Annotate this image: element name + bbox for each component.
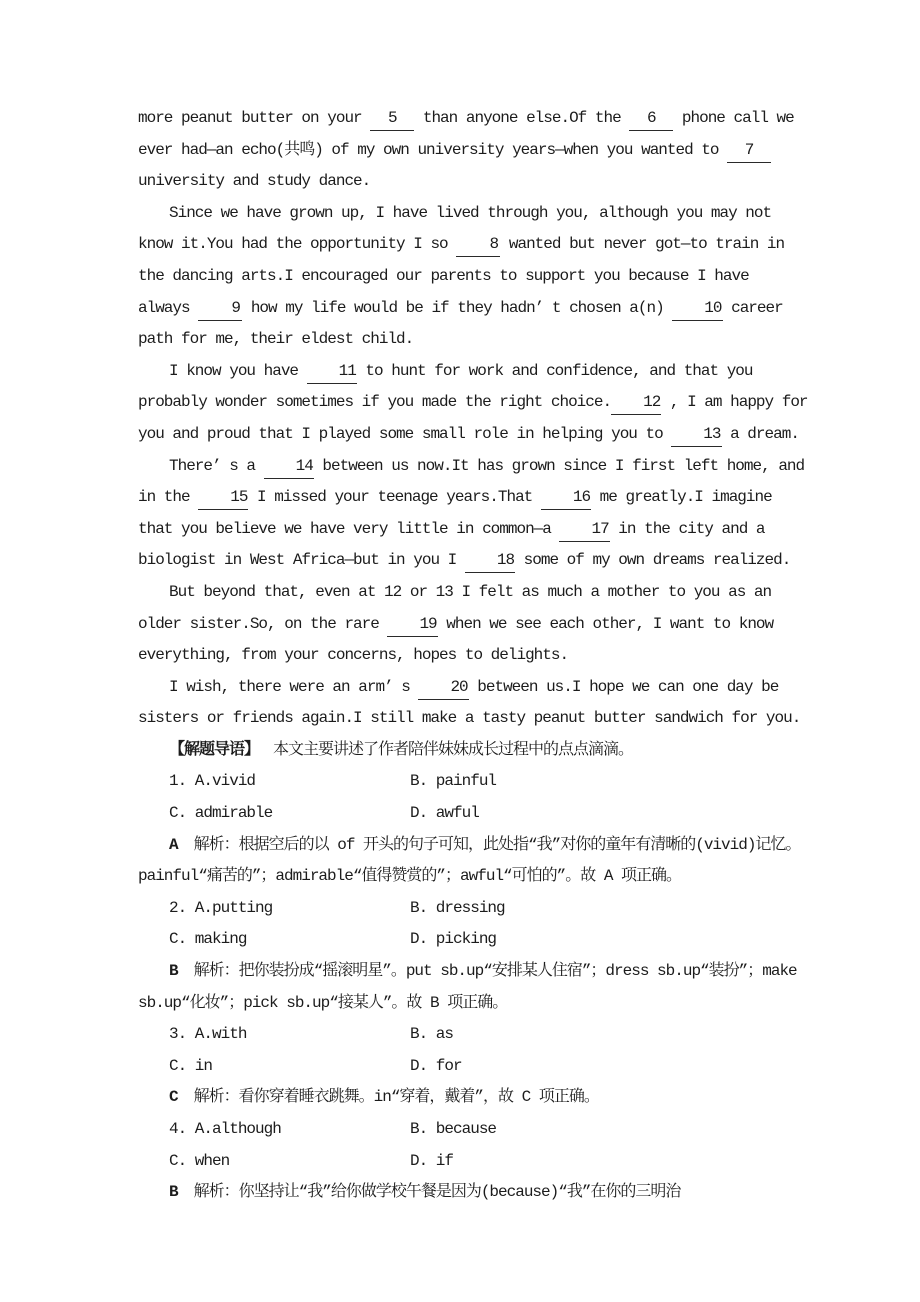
cloze-blank-16: 16 [541, 485, 591, 510]
question-3-answer [138, 1082, 808, 1114]
question-4-option-cell: C. when [169, 1151, 230, 1170]
answer-letter: B [169, 1183, 178, 1202]
cloze-blank-9: 9 [198, 296, 242, 321]
guide-paragraph [138, 735, 808, 767]
cloze-blank-6: 6 [629, 106, 673, 131]
passage-text: Since we have grown up, I have lived through you, although you may not know it.You had the opportunity I so [138, 203, 772, 254]
question-2-option-row [138, 924, 808, 956]
cloze-blank-20: 20 [418, 675, 468, 700]
passage-paragraph [138, 672, 808, 735]
cloze-blank-18: 18 [465, 548, 515, 573]
cloze-blank-14: 14 [264, 454, 314, 479]
guide-text: 本文主要讲述了作者陪伴妹妹成长过程中的点点滴滴。 [273, 740, 634, 759]
question-3-option-cell: C. in [169, 1056, 213, 1075]
answer-letter: B [169, 962, 178, 981]
cloze-blank-5: 5 [370, 106, 414, 131]
question-4-option-row [138, 1114, 808, 1146]
cloze-blank-7: 7 [727, 138, 771, 163]
question-4-option-cell: D. if [410, 1151, 454, 1170]
passage-text: , I am happy for you and proud that I played some small role in helping you to [138, 393, 808, 443]
cloze-blank-13: 13 [671, 422, 721, 447]
question-3-option-cell: D. for [410, 1056, 462, 1075]
question-4-answer [138, 1177, 808, 1209]
answer-text: 解析：把你装扮成“摇滚明星”。put sb.up“安排某人住宿”；dress sb.up“装扮”；make sb.up“化妆”；pick sb.up“接某人”。故 B 项正确。 [138, 962, 797, 1012]
question-3-option-row [138, 1051, 808, 1083]
question-2-option-row [138, 893, 808, 925]
question-1-option-cell: B. painful [410, 772, 497, 791]
question-1-option-cell: D. awful [410, 804, 479, 823]
passage-text: I wish, there were an arm’ s [169, 677, 419, 696]
cloze-blank-10: 10 [672, 296, 722, 321]
question-3-option-cell: B. as [410, 1025, 454, 1044]
cloze-blank-15: 15 [198, 485, 248, 510]
passage-text: wanted but never got—to train in the dancing arts.I encouraged our parents to support you because I have always [138, 235, 785, 317]
passage-text: than anyone else.Of the [414, 109, 630, 127]
question-4-option-cell: B. because [410, 1120, 497, 1138]
answer-text: 解析：根据空后的以 of 开头的句子可知，此处指“我”对你的童年有清晰的(vivid)记忆。painful“痛苦的”；admirable“值得赞赏的”；awful“可怕的”。故 A 项正确。 [138, 835, 801, 886]
passage-text: university and study dance. [138, 172, 371, 191]
passage-text: I missed your teenage years.That [248, 488, 541, 507]
passage-text: more peanut butter on your [138, 109, 371, 127]
passage-text: I know you have [169, 361, 307, 380]
answer-text: 解析：看你穿着睡衣跳舞。in“穿着，戴着”，故 C 项正确。 [193, 1088, 599, 1107]
passage-text: phone call we ever had—an echo(共鸣) of my own university years—when you wanted to [138, 109, 794, 159]
question-1-answer [138, 830, 808, 893]
cloze-passage [138, 103, 808, 735]
passage-text: between us now.It has grown since I first left home, and in the [138, 456, 805, 507]
question-1-option-row [138, 766, 808, 798]
question-4-option-row [138, 1146, 808, 1178]
question-1-option-row [138, 798, 808, 830]
answer-text: 解析：你坚持让“我”给你做学校午餐是因为(because)“我”在你的三明治 [193, 1183, 681, 1202]
question-4-option-cell: 4. A.although [169, 1120, 281, 1138]
passage-paragraph [138, 451, 808, 577]
question-2-option-cell: D. picking [410, 930, 497, 949]
passage-paragraph [138, 103, 808, 198]
passage-text: There’ s a [169, 456, 264, 475]
question-2-option-cell: B. dressing [410, 898, 505, 917]
question-3-option-cell: 3. A.with [169, 1025, 247, 1044]
passage-text: career path for me, their eldest child. [138, 298, 783, 349]
passage-text: me greatly.I imagine that you believe we have very little in common—a [138, 488, 772, 538]
question-3-option-row [138, 1019, 808, 1051]
cloze-blank-19: 19 [387, 612, 437, 637]
passage-text: some of my own dreams realized. [515, 551, 791, 570]
passage-text: how my life would be if they hadn’ t chosen a(n) [242, 298, 673, 317]
passage-text: a dream. [721, 424, 799, 443]
answer-letter: C [169, 1088, 178, 1107]
questions [138, 766, 808, 1208]
passage-text: to hunt for work and confidence, and that you probably wonder sometimes if you made the right choice. [138, 361, 753, 412]
cloze-blank-17: 17 [559, 517, 609, 542]
passage-paragraph [138, 577, 808, 672]
guide-label: 【解题导语】 [169, 740, 260, 759]
cloze-blank-12: 12 [611, 390, 661, 415]
passage-paragraph [138, 356, 808, 451]
question-1-option-cell: C. admirable [169, 804, 273, 823]
cloze-blank-11: 11 [307, 359, 357, 384]
question-2-answer [138, 956, 808, 1019]
cloze-blank-8: 8 [456, 232, 500, 257]
passage-text: But beyond that, even at 12 or 13 I felt as much a mother to you as an older sister.So, on the rare [138, 582, 772, 633]
answer-letter: A [169, 835, 178, 854]
document-page [138, 0, 808, 1209]
question-1-option-cell: 1. A.vivid [169, 772, 256, 791]
passage-text: when we see each other, I want to know everything, from your concerns, hopes to delights. [138, 614, 774, 665]
passage-text: in the city and a biologist in West Africa—but in you I [138, 519, 765, 570]
question-2-option-cell: C. making [169, 930, 247, 949]
passage-paragraph [138, 198, 808, 356]
passage-text: between us.I hope we can one day be sisters or friends again.I still make a tasty peanut butter sandwich for you. [138, 677, 801, 728]
question-2-option-cell: 2. A.putting [169, 898, 273, 917]
